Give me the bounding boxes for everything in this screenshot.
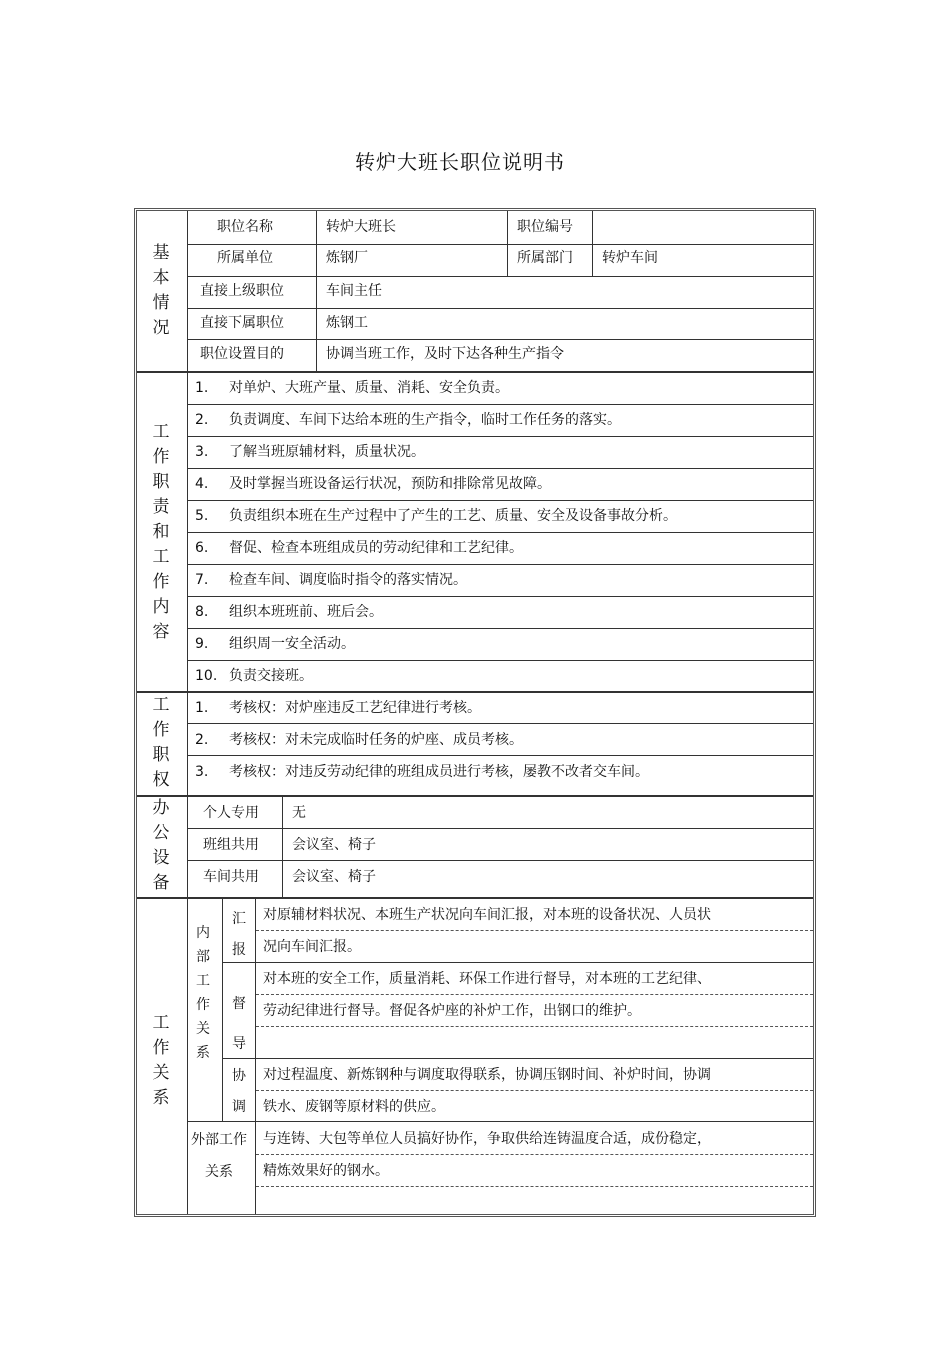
report-line: 对原辅材料状况、本班生产状况向车间汇报，对本班的设备状况、人员状 bbox=[263, 907, 711, 923]
col-divider bbox=[316, 276, 317, 371]
authority-text: 考核权：对炉座违反工艺纪律进行考核。 bbox=[229, 700, 481, 716]
row-divider bbox=[188, 755, 813, 756]
section-divider bbox=[137, 795, 813, 797]
coord-label: 协调 bbox=[232, 1068, 246, 1115]
col-divider bbox=[507, 211, 508, 276]
authority-text: 考核权：对违反劳动纪律的班组成员进行考核，屡教不改者交车间。 bbox=[229, 764, 649, 780]
section-label-relations: 工作关系 bbox=[152, 1013, 170, 1108]
unit-label: 所属单位 bbox=[217, 250, 273, 266]
line-divider bbox=[256, 1090, 813, 1091]
subordinate-label: 直接下属职位 bbox=[200, 315, 284, 331]
duty-num: 3. bbox=[195, 444, 209, 460]
duty-text: 负责交接班。 bbox=[229, 668, 313, 684]
row-divider bbox=[188, 660, 813, 661]
line-divider bbox=[256, 930, 813, 931]
duty-num: 4. bbox=[195, 476, 209, 492]
row-divider bbox=[188, 404, 813, 405]
equipment-label: 班组共用 bbox=[203, 837, 259, 853]
report-label: 汇报 bbox=[232, 911, 246, 958]
row-divider bbox=[188, 1121, 813, 1122]
coord-line: 对过程温度、新炼钢种与调度取得联系，协调压钢时间、补炉时间，协调 bbox=[263, 1067, 711, 1083]
external-line: 精炼效果好的钢水。 bbox=[263, 1163, 389, 1179]
superior-label: 直接上级职位 bbox=[200, 283, 284, 299]
equipment-label: 车间共用 bbox=[203, 869, 259, 885]
supervise-line: 劳动纪律进行督导。督促各炉座的补炉工作，出钢口的维护。 bbox=[263, 1003, 641, 1019]
duty-num: 9. bbox=[195, 636, 209, 652]
duty-text: 组织本班班前、班后会。 bbox=[229, 604, 383, 620]
equipment-value: 无 bbox=[292, 805, 306, 821]
section-label-authority: 工作职权 bbox=[152, 695, 170, 790]
row-divider bbox=[188, 468, 813, 469]
section-label-duties: 工作职责和工作内容 bbox=[152, 422, 170, 642]
dept-label: 所属部门 bbox=[517, 250, 573, 266]
equipment-label: 个人专用 bbox=[203, 805, 259, 821]
col-divider bbox=[316, 211, 317, 276]
authority-text: 考核权：对未完成临时任务的炉座、成员考核。 bbox=[229, 732, 523, 748]
duty-num: 5. bbox=[195, 508, 209, 524]
unit-value: 炼钢厂 bbox=[326, 250, 368, 266]
col-divider bbox=[282, 795, 283, 897]
authority-num: 2. bbox=[195, 732, 209, 748]
row-divider bbox=[188, 244, 813, 245]
external-relations-label: 外部工作关系 bbox=[191, 1132, 247, 1180]
duty-text: 负责组织本班在生产过程中了产生的工艺、质量、安全及设备事故分析。 bbox=[229, 508, 677, 524]
section-divider bbox=[137, 897, 813, 899]
purpose-value: 协调当班工作，及时下达各种生产指令 bbox=[326, 346, 564, 362]
row-divider bbox=[188, 276, 813, 277]
col-divider bbox=[222, 897, 223, 1121]
row-divider bbox=[188, 628, 813, 629]
page-title: 转炉大班长职位说明书 bbox=[355, 150, 565, 174]
row-divider bbox=[188, 500, 813, 501]
row-divider bbox=[188, 564, 813, 565]
line-divider bbox=[256, 1154, 813, 1155]
line-divider bbox=[256, 994, 813, 995]
pos-name-value: 转炉大班长 bbox=[326, 219, 396, 235]
row-divider bbox=[188, 308, 813, 309]
internal-relations-label: 内部工作关系 bbox=[196, 925, 210, 1061]
row-divider bbox=[222, 1058, 813, 1059]
subordinate-value: 炼钢工 bbox=[326, 315, 368, 331]
duty-num: 10. bbox=[195, 668, 218, 684]
supervise-line: 对本班的安全工作，质量消耗、环保工作进行督导，对本班的工艺纪律、 bbox=[263, 971, 711, 987]
section-divider bbox=[137, 691, 813, 693]
col-divider bbox=[592, 211, 593, 276]
duty-text: 检查车间、调度临时指令的落实情况。 bbox=[229, 572, 467, 588]
col-divider bbox=[255, 897, 256, 1214]
col-divider bbox=[187, 211, 188, 1214]
equipment-value: 会议室、椅子 bbox=[292, 869, 376, 885]
duty-num: 7. bbox=[195, 572, 209, 588]
duty-text: 了解当班原辅材料，质量状况。 bbox=[229, 444, 425, 460]
purpose-label: 职位设置目的 bbox=[200, 346, 284, 362]
duty-num: 1. bbox=[195, 380, 209, 396]
duty-text: 组织周一安全活动。 bbox=[229, 636, 355, 652]
external-line: 与连铸、大包等单位人员搞好协作，争取供给连铸温度合适，成份稳定， bbox=[263, 1131, 711, 1147]
row-divider bbox=[188, 596, 813, 597]
section-divider bbox=[137, 371, 813, 373]
row-divider bbox=[222, 962, 813, 963]
row-divider bbox=[188, 532, 813, 533]
superior-value: 车间主任 bbox=[326, 283, 382, 299]
duty-text: 对单炉、大班产量、质量、消耗、安全负责。 bbox=[229, 380, 509, 396]
supervise-label: 督导 bbox=[232, 996, 246, 1052]
equipment-value: 会议室、椅子 bbox=[292, 837, 376, 853]
duty-text: 负责调度、车间下达给本班的生产指令，临时工作任务的落实。 bbox=[229, 412, 621, 428]
authority-num: 1. bbox=[195, 700, 209, 716]
line-divider bbox=[256, 1186, 813, 1187]
pos-code-label: 职位编号 bbox=[517, 219, 573, 235]
dept-value: 转炉车间 bbox=[602, 250, 658, 266]
section-label-basic: 基本情况 bbox=[152, 243, 170, 338]
pos-name-label: 职位名称 bbox=[217, 219, 273, 235]
duty-text: 督促、检查本班组成员的劳动纪律和工艺纪律。 bbox=[229, 540, 523, 556]
authority-num: 3. bbox=[195, 764, 209, 780]
section-label-equipment: 办公设备 bbox=[152, 798, 170, 893]
report-line: 况向车间汇报。 bbox=[263, 939, 361, 955]
line-divider bbox=[256, 1026, 813, 1027]
row-divider bbox=[188, 339, 813, 340]
duty-num: 8. bbox=[195, 604, 209, 620]
row-divider bbox=[188, 723, 813, 724]
duty-text: 及时掌握当班设备运行状况，预防和排除常见故障。 bbox=[229, 476, 551, 492]
duty-num: 6. bbox=[195, 540, 209, 556]
duty-num: 2. bbox=[195, 412, 209, 428]
row-divider bbox=[188, 436, 813, 437]
coord-line: 铁水、废钢等原材料的供应。 bbox=[263, 1099, 445, 1115]
